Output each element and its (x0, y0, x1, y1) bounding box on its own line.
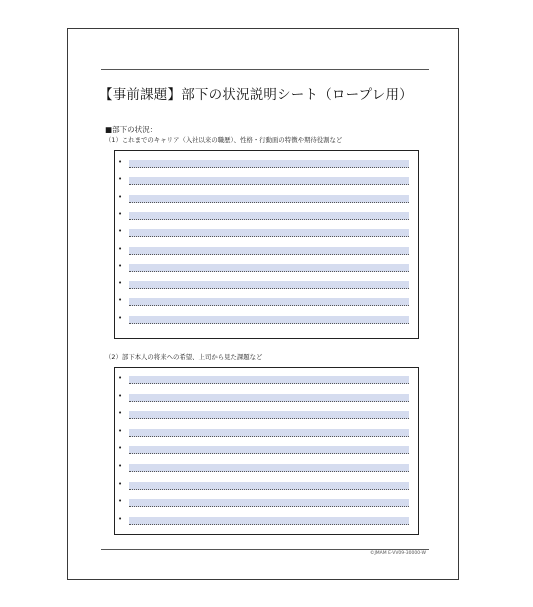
answer-row (115, 209, 418, 221)
answer-input-field[interactable] (129, 212, 409, 220)
bullet-icon: • (118, 479, 123, 488)
answer-row (115, 376, 418, 385)
answer-input-field[interactable] (129, 247, 409, 255)
bullet-icon: • (118, 444, 123, 453)
answer-row (115, 479, 418, 491)
answer-row (115, 192, 418, 204)
bullet-icon: • (118, 409, 123, 418)
answer-input-field[interactable] (129, 264, 409, 272)
answer-input-field[interactable] (129, 411, 409, 419)
answer-input-field[interactable] (129, 394, 409, 402)
answer-row (115, 499, 418, 508)
bullet-icon: • (118, 497, 123, 506)
answer-input-field[interactable] (129, 298, 409, 306)
bullet-icon: • (118, 192, 123, 201)
bullet-icon: • (118, 374, 123, 382)
question-2-label: （2）部下本人の将来への希望、上司から見た課題など (105, 353, 263, 361)
bullet-icon: • (118, 244, 123, 253)
answer-row (115, 160, 418, 169)
answer-row (115, 298, 418, 307)
answer-row (115, 411, 418, 420)
answer-row (115, 514, 418, 526)
answer-row (115, 446, 418, 455)
answer-input-field[interactable] (129, 160, 409, 168)
answer-input-field[interactable] (129, 464, 409, 472)
bullet-icon: • (118, 514, 123, 523)
document-page (67, 28, 459, 580)
answer-row (115, 177, 418, 186)
answer-input-field[interactable] (129, 482, 409, 490)
bullet-icon: • (118, 279, 123, 288)
question-1-label: （1）これまでのキャリア（入社以来の職歴）、性格・行動面の特徴や期待役割など (105, 136, 343, 144)
answer-input-field[interactable] (129, 177, 409, 185)
answer-input-field[interactable] (129, 429, 409, 437)
answer-row (115, 229, 418, 238)
bullet-icon: • (118, 158, 123, 166)
answer-box-1 (114, 150, 419, 339)
answer-input-field[interactable] (129, 499, 409, 507)
bullet-icon: • (118, 261, 123, 270)
bullet-icon: • (118, 391, 123, 400)
answer-row (115, 244, 418, 256)
page-title: 【事前課題】部下の状況説明シート（ロープレ用） (99, 87, 413, 103)
copyright-text: ©JMAM E-VV09-30000-W (369, 551, 426, 556)
answer-input-field[interactable] (129, 281, 409, 289)
answer-input-field[interactable] (129, 376, 409, 384)
section-heading: ■部下の状況： (105, 125, 158, 134)
bullet-icon: • (118, 462, 123, 470)
answer-row (115, 261, 418, 273)
answer-row (115, 391, 418, 403)
bullet-icon: • (118, 175, 123, 184)
answer-input-field[interactable] (129, 229, 409, 237)
answer-row (115, 313, 418, 325)
bullet-icon: • (118, 426, 123, 435)
answer-input-field[interactable] (129, 446, 409, 454)
bullet-icon: • (118, 313, 123, 322)
answer-row (115, 426, 418, 438)
bullet-icon: • (118, 296, 123, 305)
answer-input-field[interactable] (129, 517, 409, 525)
bullet-icon: • (118, 227, 123, 236)
answer-input-field[interactable] (129, 316, 409, 324)
answer-row (115, 464, 418, 473)
bullet-icon: • (118, 209, 123, 218)
answer-input-field[interactable] (129, 195, 409, 203)
top-divider (101, 69, 429, 70)
answer-box-2 (114, 367, 419, 535)
answer-row (115, 281, 418, 290)
bottom-divider (101, 549, 429, 550)
